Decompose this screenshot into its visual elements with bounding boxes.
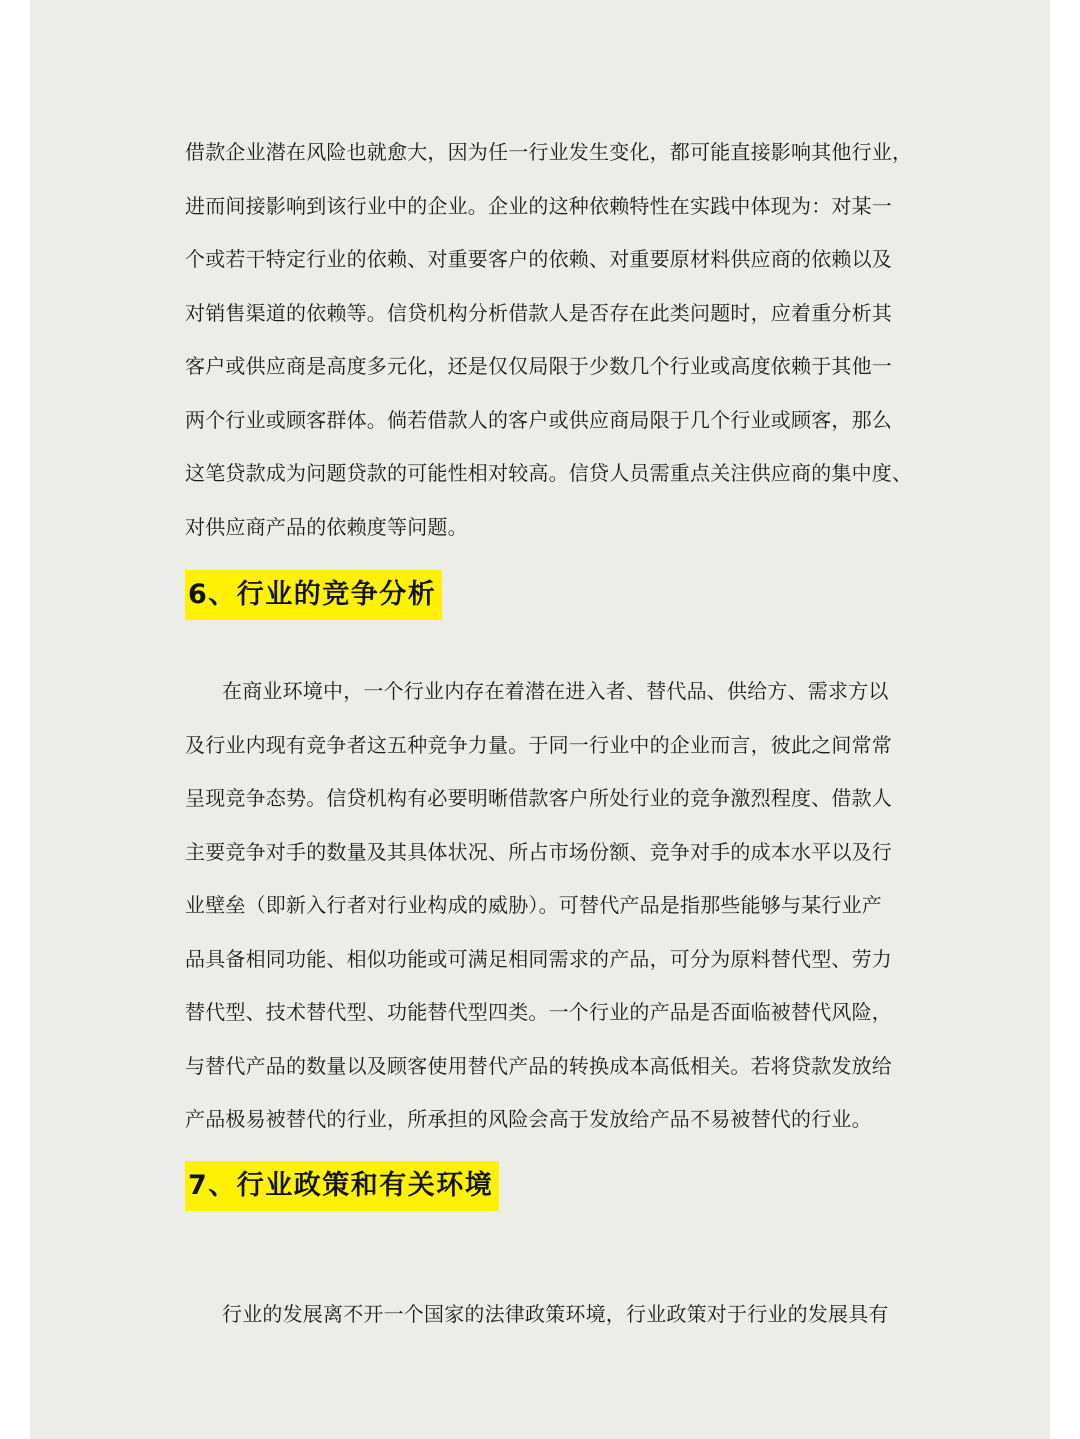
- paragraph-line: 对销售渠道的依赖等。信贷机构分析借款人是否存在此类问题时，应着重分析其: [185, 300, 892, 325]
- paragraph-line: 与替代产品的数量以及顾客使用替代产品的转换成本高低相关。若将贷款发放给: [185, 1053, 892, 1078]
- section-5-continuation: [185, 126, 913, 554]
- paragraph-line: 业壁垒（即新入行者对行业构成的威胁）。可替代产品是指那些能够与某行业产: [185, 893, 882, 917]
- paragraph-line: 产品极易被替代的行业，所承担的风险会高于发放给产品不易被替代的行业。: [185, 1107, 872, 1131]
- paragraph-line: 行业的发展离不开一个国家的法律政策环境，行业政策对于行业的发展具有: [222, 1301, 889, 1326]
- section-6-heading: 6、行业的竞争分析: [185, 570, 442, 620]
- section-6-paragraph: [185, 665, 905, 1147]
- section-7-heading: 7、行业政策和有关环境: [185, 1161, 499, 1211]
- section-6-heading-block: [185, 554, 905, 665]
- paragraph-line: 呈现竞争态势。信贷机构有必要明晰借款客户所处行业的竞争激烈程度、借款人: [185, 786, 892, 810]
- paragraph-line: 借款企业潜在风险也就愈大，因为任一行业发生变化，都可能直接影响其他行业，: [185, 140, 913, 164]
- section-7-heading-block: [185, 1147, 905, 1258]
- paragraph-line: 替代型、技术替代型、功能替代型四类。一个行业的产品是否面临被替代风险，: [185, 1000, 892, 1024]
- paragraph-line: 个或若干特定行业的依赖、对重要客户的依赖、对重要原材料供应商的依赖以及: [185, 247, 892, 271]
- paragraph-line: 客户或供应商是高度多元化，还是仅仅局限于少数几个行业或高度依赖于其他一: [185, 354, 892, 378]
- paragraph-line: 主要竞争对手的数量及其具体状况、所占市场份额、竞争对手的成本水平以及行: [185, 839, 892, 864]
- paragraph-line: 这笔贷款成为问题贷款的可能性相对较高。信贷人员需重点关注供应商的集中度、: [185, 461, 913, 485]
- spacer: [185, 1258, 905, 1288]
- paragraph-line: 及行业内现有竞争者这五种竞争力量。于同一行业中的企业而言，彼此之间常常: [185, 732, 892, 757]
- paragraph-line: 品具备相同功能、相似功能或可满足相同需求的产品，可分为原料替代型、劳力: [185, 946, 892, 971]
- section-7-paragraph: [185, 1288, 905, 1342]
- paragraph-line: 对供应商产品的依赖度等问题。: [185, 514, 468, 539]
- document-body: [185, 126, 913, 1341]
- paragraph-line: 两个行业或顾客群体。倘若借款人的客户或供应商局限于几个行业或顾客，那么: [185, 407, 892, 432]
- document-page: [30, 0, 1050, 1439]
- paragraph-line: 进而间接影响到该行业中的企业。企业的这种依赖特性在实践中体现为：对某一: [185, 193, 892, 218]
- paragraph-line: 在商业环境中，一个行业内存在着潜在进入者、替代品、供给方、需求方以: [222, 679, 889, 703]
